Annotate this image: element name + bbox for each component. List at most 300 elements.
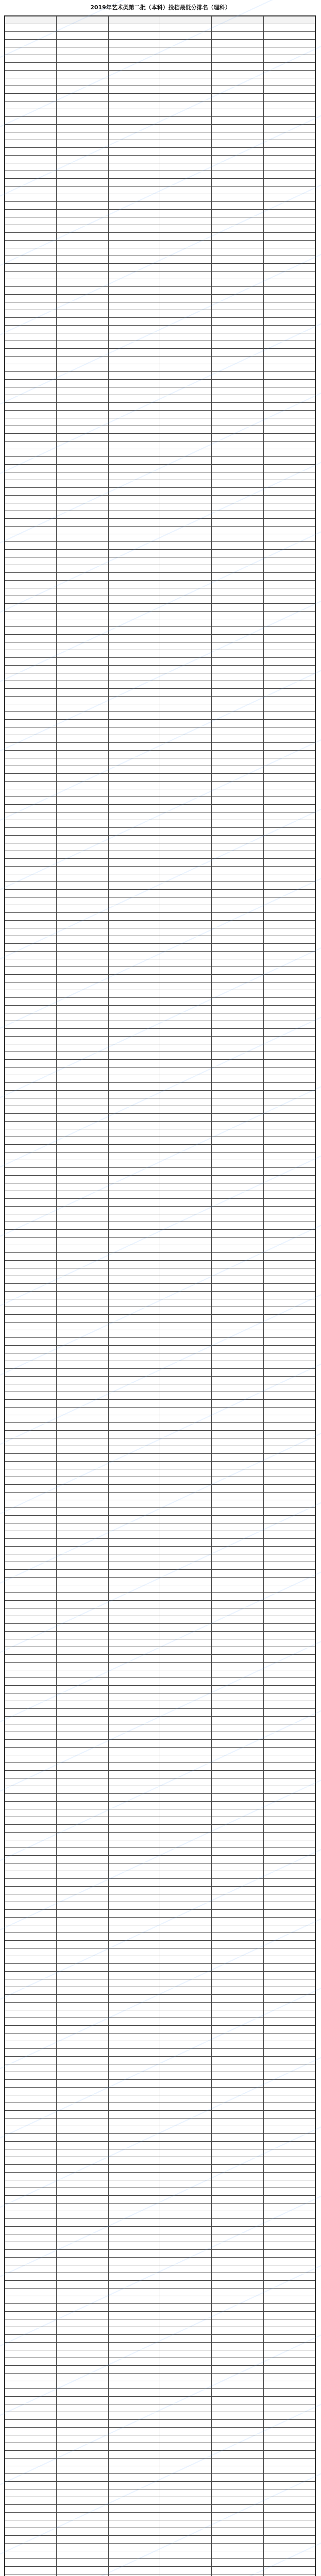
- table-cell: [108, 1338, 160, 1346]
- table-cell: [108, 519, 160, 527]
- table-cell: [57, 1670, 108, 1678]
- table-cell: [160, 789, 211, 797]
- table-cell: [5, 2157, 57, 2165]
- table-row: [5, 1948, 315, 1956]
- table-cell: [5, 2072, 57, 2080]
- table-cell: [108, 2381, 160, 2389]
- table-cell: [212, 1887, 263, 1894]
- table-row: [5, 1438, 315, 1446]
- table-row: [5, 140, 315, 148]
- table-cell: [212, 1183, 263, 1191]
- table-cell: [5, 1075, 57, 1083]
- table-cell: [57, 2420, 108, 2428]
- table-cell: [263, 1709, 315, 1717]
- table-cell: [263, 1044, 315, 1052]
- table-cell: [57, 364, 108, 372]
- table-cell: [160, 2520, 211, 2528]
- table-cell: [5, 1129, 57, 1137]
- table-row: [5, 2088, 315, 2095]
- table-cell: [160, 1222, 211, 1230]
- table-row: [5, 187, 315, 194]
- table-cell: [5, 697, 57, 704]
- table-cell: [212, 295, 263, 302]
- table-cell: [57, 1183, 108, 1191]
- table-cell: [108, 1330, 160, 1338]
- table-cell: [57, 1608, 108, 1616]
- table-cell: [57, 1106, 108, 1114]
- table-cell: [212, 2250, 263, 2258]
- table-cell: [212, 117, 263, 125]
- table-cell: [212, 156, 263, 163]
- table-cell: [263, 1894, 315, 1902]
- table-row: [5, 812, 315, 820]
- table-cell: [160, 1353, 211, 1361]
- table-cell: [160, 1500, 211, 1508]
- table-cell: [263, 836, 315, 843]
- table-row: [5, 2404, 315, 2412]
- table-cell: [212, 650, 263, 658]
- table-cell: [57, 697, 108, 704]
- table-cell: [263, 1408, 315, 1415]
- table-cell: [57, 843, 108, 851]
- table-cell: [212, 2281, 263, 2289]
- table-cell: [108, 727, 160, 735]
- table-row: [5, 1160, 315, 1168]
- table-cell: [57, 1075, 108, 1083]
- table-cell: [160, 1531, 211, 1539]
- table-cell: [108, 1709, 160, 1717]
- table-row: [5, 2304, 315, 2312]
- table-cell: [108, 1979, 160, 1987]
- table-cell: [263, 2343, 315, 2350]
- table-row: [5, 735, 315, 743]
- table-cell: [5, 867, 57, 874]
- table-cell: [57, 2026, 108, 2033]
- table-cell: [5, 1477, 57, 1485]
- table-cell: [57, 542, 108, 550]
- col-3: [108, 16, 160, 24]
- table-cell: [212, 395, 263, 403]
- table-row: [5, 2335, 315, 2343]
- table-cell: [5, 1539, 57, 1547]
- table-row: [5, 1222, 315, 1230]
- table-cell: [108, 2513, 160, 2520]
- table-cell: [57, 1817, 108, 1825]
- table-cell: [263, 720, 315, 727]
- table-cell: [212, 557, 263, 565]
- table-cell: [5, 2435, 57, 2443]
- table-cell: [57, 1941, 108, 1948]
- table-cell: [212, 2451, 263, 2459]
- table-cell: [5, 1408, 57, 1415]
- table-cell: [263, 782, 315, 789]
- table-cell: [160, 272, 211, 279]
- table-cell: [160, 1307, 211, 1315]
- table-cell: [5, 1848, 57, 1856]
- table-cell: [108, 1268, 160, 1276]
- table-cell: [212, 573, 263, 581]
- table-cell: [57, 1122, 108, 1129]
- table-row: [5, 210, 315, 217]
- table-cell: [212, 403, 263, 411]
- table-cell: [57, 681, 108, 689]
- table-cell: [160, 890, 211, 897]
- table-cell: [263, 1941, 315, 1948]
- table-row: [5, 1655, 315, 1663]
- table-cell: [108, 457, 160, 465]
- table-row: [5, 2544, 315, 2551]
- table-cell: [263, 1431, 315, 1438]
- table-cell: [160, 859, 211, 867]
- table-cell: [5, 1261, 57, 1268]
- table-cell: [108, 1384, 160, 1392]
- table-cell: [5, 1369, 57, 1377]
- table-cell: [57, 527, 108, 534]
- table-cell: [108, 1910, 160, 1918]
- table-row: [5, 681, 315, 689]
- table-cell: [57, 2451, 108, 2459]
- table-cell: [263, 1400, 315, 1408]
- table-cell: [160, 2319, 211, 2327]
- table-cell: [5, 2551, 57, 2559]
- table-cell: [5, 859, 57, 867]
- table-row: [5, 1763, 315, 1771]
- table-cell: [57, 982, 108, 990]
- table-cell: [5, 1137, 57, 1145]
- table-row: [5, 418, 315, 426]
- table-cell: [263, 1601, 315, 1608]
- table-cell: [263, 2513, 315, 2520]
- table-cell: [212, 2041, 263, 2049]
- table-cell: [5, 2126, 57, 2134]
- table-cell: [263, 2312, 315, 2319]
- table-cell: [108, 1601, 160, 1608]
- table-cell: [160, 1748, 211, 1755]
- table-cell: [5, 1153, 57, 1160]
- table-cell: [160, 1438, 211, 1446]
- table-cell: [57, 1809, 108, 1817]
- table-cell: [160, 565, 211, 573]
- table-cell: [57, 264, 108, 272]
- table-row: [5, 2451, 315, 2459]
- table-cell: [108, 650, 160, 658]
- table-cell: [57, 1709, 108, 1717]
- table-cell: [5, 2489, 57, 2497]
- table-cell: [108, 1585, 160, 1593]
- table-cell: [5, 1353, 57, 1361]
- table-cell: [263, 1987, 315, 1995]
- table-cell: [263, 2412, 315, 2420]
- table-cell: [212, 233, 263, 241]
- table-cell: [108, 341, 160, 349]
- table-cell: [212, 1863, 263, 1871]
- table-row: [5, 125, 315, 132]
- table-cell: [160, 1253, 211, 1261]
- table-row: [5, 256, 315, 264]
- table-cell: [160, 1292, 211, 1299]
- table-cell: [57, 1276, 108, 1284]
- table-cell: [160, 411, 211, 418]
- table-cell: [108, 210, 160, 217]
- table-cell: [5, 1717, 57, 1724]
- table-cell: [263, 1948, 315, 1956]
- table-cell: [108, 2567, 160, 2574]
- table-cell: [57, 496, 108, 503]
- table-cell: [5, 1214, 57, 1222]
- table-cell: [57, 967, 108, 975]
- table-cell: [160, 1145, 211, 1153]
- table-cell: [5, 2026, 57, 2033]
- table-cell: [5, 2443, 57, 2451]
- table-cell: [108, 2064, 160, 2072]
- table-cell: [5, 403, 57, 411]
- table-cell: [108, 1825, 160, 1833]
- table-row: [5, 851, 315, 859]
- table-cell: [160, 2211, 211, 2219]
- table-cell: [263, 913, 315, 921]
- table-row: [5, 612, 315, 619]
- table-cell: [5, 2188, 57, 2196]
- table-row: [5, 550, 315, 557]
- table-cell: [212, 1323, 263, 1330]
- table-row: [5, 1802, 315, 1809]
- table-cell: [263, 1230, 315, 1238]
- table-cell: [263, 2482, 315, 2489]
- table-cell: [57, 480, 108, 488]
- table-row: [5, 472, 315, 480]
- table-cell: [212, 163, 263, 171]
- table-cell: [212, 2180, 263, 2188]
- table-cell: [263, 302, 315, 310]
- table-cell: [108, 1493, 160, 1500]
- table-cell: [108, 550, 160, 557]
- table-cell: [57, 163, 108, 171]
- table-cell: [5, 387, 57, 395]
- table-cell: [263, 704, 315, 712]
- table-cell: [108, 1462, 160, 1469]
- table-row: [5, 1616, 315, 1624]
- table-cell: [160, 1771, 211, 1778]
- table-cell: [5, 465, 57, 472]
- table-cell: [212, 550, 263, 557]
- table-cell: [57, 395, 108, 403]
- table-cell: [5, 241, 57, 248]
- table-cell: [108, 642, 160, 650]
- table-cell: [57, 1238, 108, 1245]
- table-cell: [57, 101, 108, 109]
- table-cell: [108, 2459, 160, 2466]
- table-cell: [212, 2304, 263, 2312]
- table-cell: [212, 1670, 263, 1678]
- table-row: [5, 1462, 315, 1469]
- table-cell: [57, 1748, 108, 1755]
- table-cell: [160, 2289, 211, 2296]
- table-cell: [263, 132, 315, 140]
- table-row: [5, 2528, 315, 2536]
- table-cell: [263, 573, 315, 581]
- table-cell: [160, 720, 211, 727]
- table-cell: [212, 2574, 263, 2576]
- table-cell: [108, 1809, 160, 1817]
- table-cell: [5, 1879, 57, 1887]
- table-cell: [5, 805, 57, 812]
- table-cell: [160, 982, 211, 990]
- table-cell: [5, 843, 57, 851]
- table-cell: [263, 2242, 315, 2250]
- table-cell: [5, 1338, 57, 1346]
- table-cell: [212, 998, 263, 1006]
- table-cell: [160, 1825, 211, 1833]
- table-cell: [263, 2018, 315, 2026]
- col-5: [212, 16, 263, 24]
- table-cell: [263, 1500, 315, 1508]
- table-row: [5, 2420, 315, 2428]
- table-cell: [108, 1261, 160, 1268]
- table-cell: [160, 2474, 211, 2482]
- table-cell: [212, 642, 263, 650]
- table-cell: [108, 1948, 160, 1956]
- table-cell: [263, 1346, 315, 1353]
- table-row: [5, 1106, 315, 1114]
- table-cell: [160, 395, 211, 403]
- table-cell: [263, 32, 315, 40]
- table-row: [5, 171, 315, 179]
- table-cell: [263, 2033, 315, 2041]
- table-cell: [57, 2520, 108, 2528]
- table-row: [5, 1199, 315, 1207]
- table-cell: [5, 565, 57, 573]
- table-cell: [108, 2041, 160, 2049]
- table-row: [5, 2466, 315, 2474]
- table-row: [5, 2489, 315, 2497]
- table-row: [5, 241, 315, 248]
- table-cell: [57, 1415, 108, 1423]
- table-cell: [57, 272, 108, 279]
- table-row: [5, 63, 315, 71]
- table-cell: [108, 1608, 160, 1616]
- table-cell: [57, 1894, 108, 1902]
- table-cell: [5, 1910, 57, 1918]
- table-row: [5, 2080, 315, 2088]
- table-cell: [212, 2064, 263, 2072]
- table-cell: [57, 897, 108, 905]
- table-row: [5, 1400, 315, 1408]
- table-cell: [108, 1052, 160, 1060]
- table-cell: [160, 604, 211, 612]
- table-cell: [160, 457, 211, 465]
- table-cell: [5, 1972, 57, 1979]
- table-row: [5, 1361, 315, 1369]
- table-row: [5, 843, 315, 851]
- table-cell: [212, 449, 263, 457]
- table-row: [5, 1153, 315, 1160]
- table-row: [5, 2196, 315, 2204]
- table-row: [5, 666, 315, 673]
- table-cell: [263, 1740, 315, 1748]
- table-cell: [212, 959, 263, 967]
- table-row: [5, 1245, 315, 1253]
- table-cell: [212, 867, 263, 874]
- table-cell: [212, 1106, 263, 1114]
- table-cell: [57, 140, 108, 148]
- table-cell: [160, 2404, 211, 2412]
- table-cell: [108, 1755, 160, 1763]
- table-row: [5, 1894, 315, 1902]
- table-row: [5, 2165, 315, 2173]
- table-cell: [160, 1469, 211, 1477]
- table-cell: [108, 2312, 160, 2319]
- table-cell: [108, 1701, 160, 1709]
- table-cell: [212, 1632, 263, 1639]
- table-cell: [108, 318, 160, 326]
- table-cell: [57, 2173, 108, 2180]
- table-cell: [263, 1840, 315, 1848]
- table-cell: [5, 1106, 57, 1114]
- table-cell: [160, 1817, 211, 1825]
- table-row: [5, 627, 315, 635]
- table-cell: [5, 681, 57, 689]
- table-cell: [57, 1585, 108, 1593]
- table-cell: [212, 1539, 263, 1547]
- table-cell: [57, 782, 108, 789]
- table-cell: [5, 2057, 57, 2064]
- table-cell: [212, 743, 263, 751]
- table-cell: [212, 1624, 263, 1632]
- table-cell: [160, 519, 211, 527]
- table-row: [5, 40, 315, 47]
- table-cell: [57, 1879, 108, 1887]
- table-cell: [5, 1740, 57, 1748]
- table-cell: [108, 743, 160, 751]
- table-cell: [57, 2165, 108, 2173]
- table-cell: [212, 326, 263, 333]
- table-cell: [5, 1608, 57, 1616]
- table-cell: [160, 1516, 211, 1523]
- table-row: [5, 758, 315, 766]
- table-cell: [108, 1284, 160, 1292]
- table-cell: [263, 2149, 315, 2157]
- table-cell: [160, 1840, 211, 1848]
- table-cell: [212, 2018, 263, 2026]
- table-cell: [57, 1230, 108, 1238]
- table-cell: [108, 2219, 160, 2227]
- table-cell: [212, 828, 263, 836]
- table-cell: [263, 1384, 315, 1392]
- table-cell: [160, 1377, 211, 1384]
- table-cell: [108, 326, 160, 333]
- table-row: [5, 890, 315, 897]
- table-cell: [263, 1531, 315, 1539]
- table-cell: [160, 836, 211, 843]
- table-cell: [160, 2064, 211, 2072]
- table-cell: [5, 712, 57, 720]
- table-cell: [57, 63, 108, 71]
- table-cell: [5, 2366, 57, 2374]
- table-cell: [57, 1214, 108, 1222]
- table-cell: [108, 581, 160, 588]
- table-cell: [108, 442, 160, 449]
- table-cell: [5, 921, 57, 928]
- table-cell: [5, 1199, 57, 1207]
- table-cell: [263, 2428, 315, 2435]
- table-cell: [57, 187, 108, 194]
- table-cell: [212, 1230, 263, 1238]
- table-cell: [212, 1740, 263, 1748]
- table-cell: [160, 40, 211, 47]
- table-cell: [263, 2111, 315, 2119]
- table-cell: [5, 63, 57, 71]
- table-row: [5, 2242, 315, 2250]
